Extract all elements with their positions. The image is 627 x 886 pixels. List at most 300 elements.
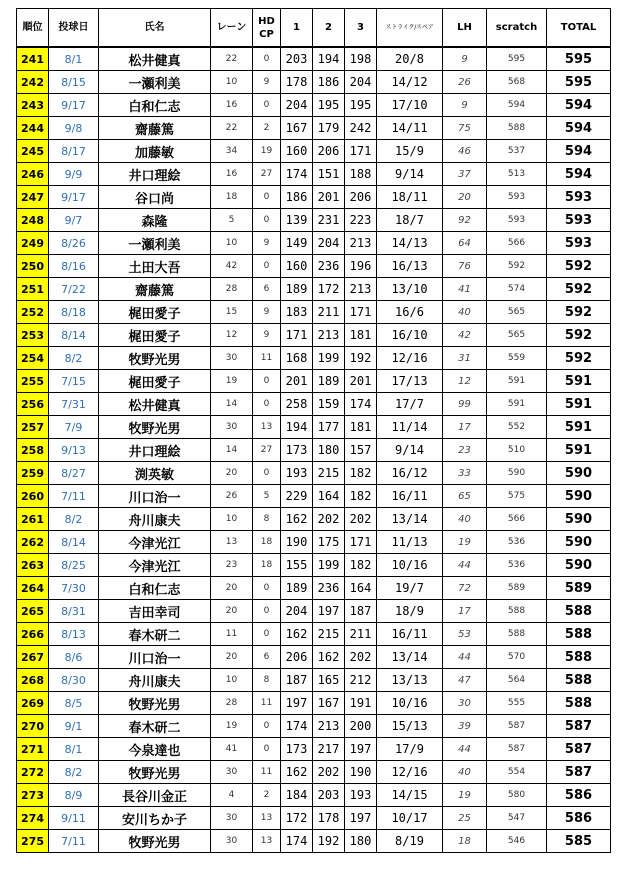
game1-score-cell: 173	[281, 738, 313, 761]
rank-cell: 263	[17, 554, 49, 577]
game3-score-cell: 197	[345, 738, 377, 761]
strike-spare-cell: 17/13	[377, 370, 443, 393]
table-row	[17, 209, 611, 232]
lh-cell: 40	[443, 301, 487, 324]
player-name-cell: 舟川康夫	[99, 669, 211, 692]
lane-cell: 20	[211, 462, 253, 485]
rank-cell: 243	[17, 94, 49, 117]
lane-cell: 5	[211, 209, 253, 232]
game3-score-cell: 202	[345, 508, 377, 531]
player-name-cell: 今津光江	[99, 531, 211, 554]
scratch-cell: 547	[487, 807, 547, 830]
game3-score-cell: 211	[345, 623, 377, 646]
scratch-cell: 559	[487, 347, 547, 370]
lh-cell: 40	[443, 761, 487, 784]
table-row	[17, 370, 611, 393]
game2-score-cell: 213	[313, 324, 345, 347]
game2-score-cell: 215	[313, 623, 345, 646]
total-cell: 594	[547, 140, 611, 163]
hdcp-cell: 0	[253, 623, 281, 646]
date-cell: 9/9	[49, 163, 99, 186]
game3-score-cell: 164	[345, 577, 377, 600]
hdcp-cell: 11	[253, 347, 281, 370]
total-cell: 590	[547, 485, 611, 508]
table-row	[17, 508, 611, 531]
total-cell: 585	[547, 830, 611, 853]
player-name-cell: 牧野光男	[99, 692, 211, 715]
rank-cell: 254	[17, 347, 49, 370]
game3-score-cell: 181	[345, 416, 377, 439]
game3-score-cell: 180	[345, 830, 377, 853]
date-cell: 9/11	[49, 807, 99, 830]
table-row	[17, 416, 611, 439]
date-cell: 8/30	[49, 669, 99, 692]
game2-score-cell: 151	[313, 163, 345, 186]
game1-score-cell: 174	[281, 715, 313, 738]
strike-spare-cell: 12/16	[377, 347, 443, 370]
game3-score-cell: 188	[345, 163, 377, 186]
hdcp-cell: 0	[253, 94, 281, 117]
rank-cell: 244	[17, 117, 49, 140]
lane-cell: 20	[211, 600, 253, 623]
scratch-cell: 593	[487, 186, 547, 209]
lh-cell: 31	[443, 347, 487, 370]
lh-cell: 17	[443, 416, 487, 439]
game1-score-cell: 204	[281, 600, 313, 623]
game2-score-cell: 178	[313, 807, 345, 830]
date-cell: 8/15	[49, 71, 99, 94]
lane-cell: 41	[211, 738, 253, 761]
date-cell: 8/27	[49, 462, 99, 485]
table-row	[17, 623, 611, 646]
game3-score-cell: 202	[345, 646, 377, 669]
total-cell: 594	[547, 94, 611, 117]
game1-score-cell: 190	[281, 531, 313, 554]
strike-spare-cell: 19/7	[377, 577, 443, 600]
hdcp-cell: 0	[253, 47, 281, 71]
table-row	[17, 47, 611, 71]
table-row	[17, 784, 611, 807]
player-name-cell: 白和仁志	[99, 94, 211, 117]
scratch-cell: 593	[487, 209, 547, 232]
scratch-cell: 565	[487, 324, 547, 347]
game2-score-cell: 215	[313, 462, 345, 485]
player-name-cell: 牧野光男	[99, 761, 211, 784]
scratch-cell: 555	[487, 692, 547, 715]
rank-cell: 260	[17, 485, 49, 508]
hdcp-cell: 9	[253, 324, 281, 347]
lh-cell: 18	[443, 830, 487, 853]
total-cell: 588	[547, 669, 611, 692]
game2-score-cell: 162	[313, 646, 345, 669]
game1-score-cell: 162	[281, 623, 313, 646]
ranking-table	[16, 8, 611, 853]
scratch-cell: 595	[487, 47, 547, 71]
table-header	[17, 9, 611, 48]
table-row	[17, 830, 611, 853]
strike-spare-cell: 14/15	[377, 784, 443, 807]
game3-score-cell: 212	[345, 669, 377, 692]
strike-spare-cell: 10/17	[377, 807, 443, 830]
lh-cell: 25	[443, 807, 487, 830]
game2-score-cell: 189	[313, 370, 345, 393]
rank-cell: 242	[17, 71, 49, 94]
player-name-cell: 梶田愛子	[99, 370, 211, 393]
table-row	[17, 692, 611, 715]
hdcp-cell: 19	[253, 140, 281, 163]
lane-cell: 19	[211, 370, 253, 393]
lh-cell: 23	[443, 439, 487, 462]
total-cell: 590	[547, 462, 611, 485]
strike-spare-cell: 11/14	[377, 416, 443, 439]
rank-cell: 241	[17, 47, 49, 71]
lh-cell: 53	[443, 623, 487, 646]
strike-spare-cell: 16/11	[377, 485, 443, 508]
game3-score-cell: 192	[345, 347, 377, 370]
game2-score-cell: 236	[313, 255, 345, 278]
lane-cell: 10	[211, 71, 253, 94]
date-cell: 8/17	[49, 140, 99, 163]
hdcp-cell: 9	[253, 301, 281, 324]
game2-score-cell: 164	[313, 485, 345, 508]
player-name-cell: 一瀬利美	[99, 232, 211, 255]
game1-score-cell: 178	[281, 71, 313, 94]
strike-spare-cell: 18/11	[377, 186, 443, 209]
game3-score-cell: 171	[345, 140, 377, 163]
game1-score-cell: 167	[281, 117, 313, 140]
scratch-cell: 575	[487, 485, 547, 508]
rank-cell: 273	[17, 784, 49, 807]
strike-spare-cell: 11/13	[377, 531, 443, 554]
rank-cell: 253	[17, 324, 49, 347]
player-name-cell: 齋藤篤	[99, 117, 211, 140]
date-cell: 8/1	[49, 738, 99, 761]
date-cell: 8/14	[49, 531, 99, 554]
total-cell: 590	[547, 554, 611, 577]
table-row	[17, 738, 611, 761]
strike-spare-cell: 16/10	[377, 324, 443, 347]
hdcp-cell: 6	[253, 646, 281, 669]
player-name-cell: 今津光江	[99, 554, 211, 577]
strike-spare-cell: 17/9	[377, 738, 443, 761]
rank-cell: 245	[17, 140, 49, 163]
player-name-cell: 谷口尚	[99, 186, 211, 209]
player-name-cell: 松井健真	[99, 393, 211, 416]
strike-spare-cell: 15/13	[377, 715, 443, 738]
scratch-cell: 568	[487, 71, 547, 94]
total-cell: 587	[547, 761, 611, 784]
rank-cell: 267	[17, 646, 49, 669]
total-cell: 588	[547, 692, 611, 715]
table-row	[17, 163, 611, 186]
hdcp-cell: 6	[253, 278, 281, 301]
hdcp-cell: 2	[253, 784, 281, 807]
total-cell: 593	[547, 186, 611, 209]
lh-cell: 44	[443, 646, 487, 669]
total-cell: 590	[547, 531, 611, 554]
player-name-cell: 舟川康夫	[99, 508, 211, 531]
scratch-cell: 566	[487, 508, 547, 531]
header-hdcp-line2: CP	[259, 28, 274, 40]
game1-score-cell: 172	[281, 807, 313, 830]
lane-cell: 30	[211, 830, 253, 853]
strike-spare-cell: 10/16	[377, 554, 443, 577]
total-cell: 595	[547, 47, 611, 71]
lh-cell: 44	[443, 738, 487, 761]
game1-score-cell: 149	[281, 232, 313, 255]
rank-cell: 275	[17, 830, 49, 853]
total-cell: 587	[547, 715, 611, 738]
game1-score-cell: 139	[281, 209, 313, 232]
game1-score-cell: 183	[281, 301, 313, 324]
game3-score-cell: 182	[345, 554, 377, 577]
header-total: TOTAL	[547, 9, 611, 48]
lh-cell: 37	[443, 163, 487, 186]
scratch-cell: 552	[487, 416, 547, 439]
player-name-cell: 森隆	[99, 209, 211, 232]
total-cell: 588	[547, 646, 611, 669]
game2-score-cell: 213	[313, 715, 345, 738]
strike-spare-cell: 14/11	[377, 117, 443, 140]
date-cell: 8/2	[49, 347, 99, 370]
game2-score-cell: 202	[313, 508, 345, 531]
game3-score-cell: 171	[345, 531, 377, 554]
lh-cell: 30	[443, 692, 487, 715]
lh-cell: 39	[443, 715, 487, 738]
strike-spare-cell: 16/11	[377, 623, 443, 646]
strike-spare-cell: 8/19	[377, 830, 443, 853]
strike-spare-cell: 17/7	[377, 393, 443, 416]
table-row	[17, 669, 611, 692]
game3-score-cell: 213	[345, 232, 377, 255]
game1-score-cell: 186	[281, 186, 313, 209]
lh-cell: 9	[443, 94, 487, 117]
hdcp-cell: 0	[253, 738, 281, 761]
scratch-cell: 590	[487, 462, 547, 485]
date-cell: 8/18	[49, 301, 99, 324]
total-cell: 586	[547, 784, 611, 807]
date-cell: 7/30	[49, 577, 99, 600]
strike-spare-cell: 13/14	[377, 508, 443, 531]
game3-score-cell: 223	[345, 209, 377, 232]
total-cell: 589	[547, 577, 611, 600]
table-row	[17, 807, 611, 830]
table-row	[17, 646, 611, 669]
lane-cell: 10	[211, 232, 253, 255]
player-name-cell: 井口理絵	[99, 163, 211, 186]
game2-score-cell: 211	[313, 301, 345, 324]
game2-score-cell: 180	[313, 439, 345, 462]
lane-cell: 30	[211, 416, 253, 439]
lh-cell: 47	[443, 669, 487, 692]
lane-cell: 22	[211, 117, 253, 140]
lh-cell: 46	[443, 140, 487, 163]
rank-cell: 256	[17, 393, 49, 416]
lh-cell: 65	[443, 485, 487, 508]
date-cell: 9/7	[49, 209, 99, 232]
rank-cell: 268	[17, 669, 49, 692]
lh-cell: 26	[443, 71, 487, 94]
game2-score-cell: 201	[313, 186, 345, 209]
strike-spare-cell: 16/13	[377, 255, 443, 278]
date-cell: 8/1	[49, 47, 99, 71]
hdcp-cell: 11	[253, 761, 281, 784]
game1-score-cell: 194	[281, 416, 313, 439]
rank-cell: 269	[17, 692, 49, 715]
scratch-cell: 592	[487, 255, 547, 278]
player-name-cell: 齋藤篤	[99, 278, 211, 301]
rank-cell: 271	[17, 738, 49, 761]
date-cell: 8/16	[49, 255, 99, 278]
lane-cell: 11	[211, 623, 253, 646]
date-cell: 9/1	[49, 715, 99, 738]
lane-cell: 14	[211, 439, 253, 462]
hdcp-cell: 2	[253, 117, 281, 140]
game3-score-cell: 157	[345, 439, 377, 462]
rank-cell: 246	[17, 163, 49, 186]
scratch-cell: 546	[487, 830, 547, 853]
game1-score-cell: 174	[281, 163, 313, 186]
game3-score-cell: 171	[345, 301, 377, 324]
lh-cell: 17	[443, 600, 487, 623]
header-hdcp	[253, 9, 281, 48]
header-hdcp-line1: HD	[258, 15, 275, 27]
game2-score-cell: 195	[313, 94, 345, 117]
scratch-cell: 594	[487, 94, 547, 117]
lane-cell: 42	[211, 255, 253, 278]
game1-score-cell: 206	[281, 646, 313, 669]
date-cell: 9/8	[49, 117, 99, 140]
total-cell: 592	[547, 324, 611, 347]
scratch-cell: 588	[487, 623, 547, 646]
scratch-cell: 589	[487, 577, 547, 600]
lane-cell: 19	[211, 715, 253, 738]
scratch-cell: 574	[487, 278, 547, 301]
player-name-cell: 今泉達也	[99, 738, 211, 761]
game1-score-cell: 197	[281, 692, 313, 715]
date-cell: 8/13	[49, 623, 99, 646]
hdcp-cell: 0	[253, 255, 281, 278]
lane-cell: 30	[211, 807, 253, 830]
scratch-cell: 570	[487, 646, 547, 669]
scratch-cell: 513	[487, 163, 547, 186]
scratch-cell: 565	[487, 301, 547, 324]
header-date: 投球日	[49, 9, 99, 48]
player-name-cell: 牧野光男	[99, 416, 211, 439]
game3-score-cell: 195	[345, 94, 377, 117]
game2-score-cell: 202	[313, 761, 345, 784]
player-name-cell: 井口理絵	[99, 439, 211, 462]
table-row	[17, 301, 611, 324]
total-cell: 592	[547, 347, 611, 370]
game3-score-cell: 201	[345, 370, 377, 393]
strike-spare-cell: 13/14	[377, 646, 443, 669]
date-cell: 7/11	[49, 830, 99, 853]
game1-score-cell: 162	[281, 508, 313, 531]
strike-spare-cell: 9/14	[377, 439, 443, 462]
scratch-cell: 587	[487, 715, 547, 738]
scratch-cell: 566	[487, 232, 547, 255]
lh-cell: 99	[443, 393, 487, 416]
header-name: 氏名	[99, 9, 211, 48]
header-lane: レーン	[211, 9, 253, 48]
rank-cell: 248	[17, 209, 49, 232]
table-row	[17, 71, 611, 94]
hdcp-cell: 13	[253, 807, 281, 830]
scratch-cell: 591	[487, 393, 547, 416]
player-name-cell: 長谷川金正	[99, 784, 211, 807]
hdcp-cell: 9	[253, 71, 281, 94]
table-row	[17, 232, 611, 255]
player-name-cell: 春木研二	[99, 623, 211, 646]
header-game1: 1	[281, 9, 313, 48]
game2-score-cell: 179	[313, 117, 345, 140]
game3-score-cell: 196	[345, 255, 377, 278]
player-name-cell: 梶田愛子	[99, 324, 211, 347]
strike-spare-cell: 16/6	[377, 301, 443, 324]
header-scratch: scratch	[487, 9, 547, 48]
rank-cell: 265	[17, 600, 49, 623]
date-cell: 9/17	[49, 94, 99, 117]
date-cell: 7/31	[49, 393, 99, 416]
lh-cell: 40	[443, 508, 487, 531]
lh-cell: 20	[443, 186, 487, 209]
scratch-cell: 587	[487, 738, 547, 761]
strike-spare-cell: 16/12	[377, 462, 443, 485]
game1-score-cell: 184	[281, 784, 313, 807]
hdcp-cell: 13	[253, 416, 281, 439]
date-cell: 8/5	[49, 692, 99, 715]
strike-spare-cell: 18/7	[377, 209, 443, 232]
player-name-cell: 吉田幸司	[99, 600, 211, 623]
game2-score-cell: 217	[313, 738, 345, 761]
game1-score-cell: 160	[281, 255, 313, 278]
total-cell: 593	[547, 232, 611, 255]
scratch-cell: 537	[487, 140, 547, 163]
game3-score-cell: 182	[345, 462, 377, 485]
table-row	[17, 554, 611, 577]
hdcp-cell: 0	[253, 600, 281, 623]
lh-cell: 64	[443, 232, 487, 255]
table-row	[17, 393, 611, 416]
hdcp-cell: 18	[253, 531, 281, 554]
game2-score-cell: 194	[313, 47, 345, 71]
rank-cell: 270	[17, 715, 49, 738]
strike-spare-cell: 12/16	[377, 761, 443, 784]
game1-score-cell: 189	[281, 577, 313, 600]
total-cell: 593	[547, 209, 611, 232]
table-row	[17, 347, 611, 370]
game2-score-cell: 175	[313, 531, 345, 554]
player-name-cell: 川口治一	[99, 646, 211, 669]
table-row	[17, 715, 611, 738]
game3-score-cell: 187	[345, 600, 377, 623]
game1-score-cell: 193	[281, 462, 313, 485]
rank-cell: 266	[17, 623, 49, 646]
strike-spare-cell: 15/9	[377, 140, 443, 163]
game1-score-cell: 171	[281, 324, 313, 347]
lane-cell: 16	[211, 163, 253, 186]
game2-score-cell: 165	[313, 669, 345, 692]
game2-score-cell: 197	[313, 600, 345, 623]
hdcp-cell: 0	[253, 370, 281, 393]
lh-cell: 75	[443, 117, 487, 140]
table-row	[17, 439, 611, 462]
hdcp-cell: 0	[253, 393, 281, 416]
player-name-cell: 一瀬利美	[99, 71, 211, 94]
game2-score-cell: 167	[313, 692, 345, 715]
game2-score-cell: 159	[313, 393, 345, 416]
